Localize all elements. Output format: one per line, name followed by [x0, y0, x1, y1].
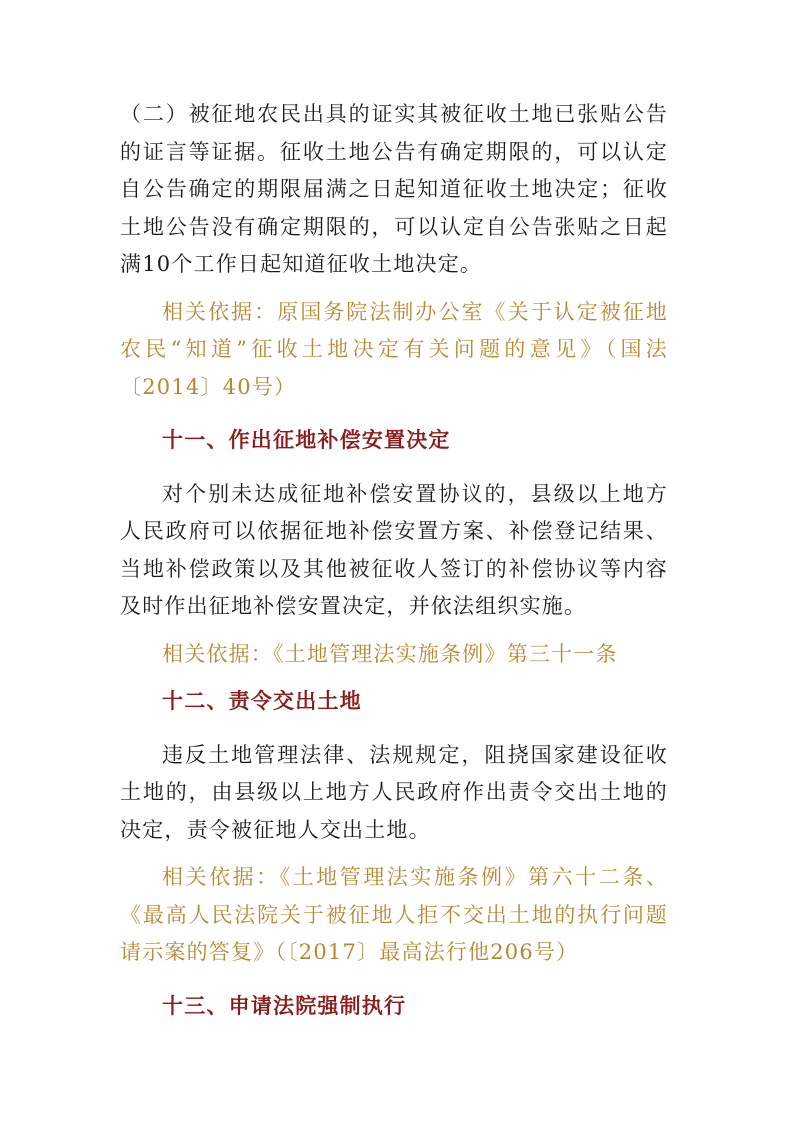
paragraph-section-12: 违反土地管理法律、法规规定，阻挠国家建设征收土地的，由县级以上地方人民政府作出责令交出土地的决定，责令被征地人交出土地。 [120, 742, 668, 842]
paragraph-section-11: 对个别未达成征地补偿安置协议的，县级以上地方人民政府可以依据征地补偿安置方案、补偿登记结果、当地补偿政策以及其他被征收人签订的补偿协议等内容及时作出征地补偿安置决定，并依法组织实施。 [120, 481, 668, 618]
section-heading-13: 十三、申请法院强制执行 [162, 993, 407, 1018]
section-heading-12: 十二、责令交出土地 [162, 689, 362, 713]
section-heading-11: 十一、作出征地补偿安置决定 [162, 428, 451, 452]
legal-basis-note: 相关依据：《土地管理法实施条例》第三十一条 [162, 641, 618, 666]
legal-basis-note: 相关依据：《土地管理法实施条例》第六十二条、《最高人民法院关于被征地人拒不交出土地的执行问题请示案的答复》（〔2017〕最高法行他206号） [120, 865, 668, 964]
paragraph-item-2: （二）被征地农民出具的证实其被征收土地已张贴公告的证言等证据。征收土地公告有确定期限的，可以认定自公告确定的期限届满之日起知道征收土地决定；征收土地公告没有确定期限的，可以认定自公告张贴之日起满10个工作日起知道征收土地决定。 [120, 102, 668, 276]
legal-basis-note: 相关依据：原国务院法制办公室《关于认定被征地农民“知道”征收土地决定有关问题的意见》（国法〔2014〕40号） [120, 299, 668, 399]
document-body [120, 96, 668, 1025]
